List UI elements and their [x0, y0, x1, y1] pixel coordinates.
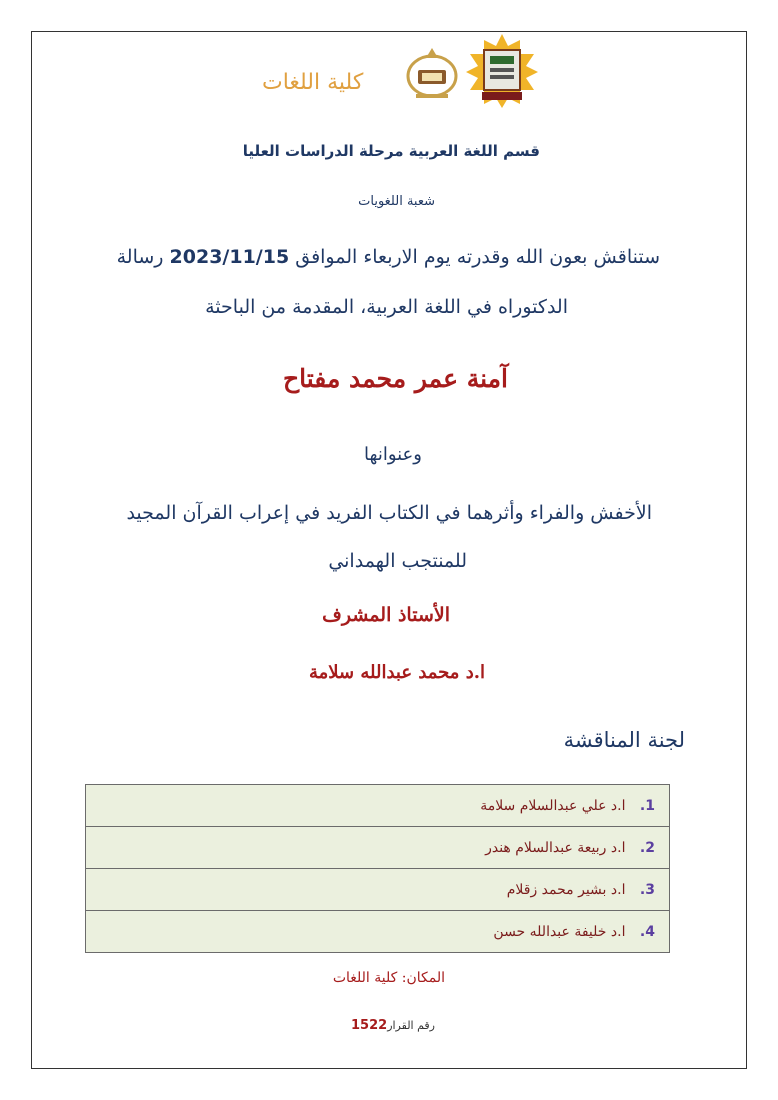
university-seal-logo — [462, 32, 542, 108]
decision-label: رقم القرار — [387, 1019, 435, 1032]
thesis-title-line-1: الأخفش والفراء وأثرهما في الكتاب الفريد في إعراب القرآن المجيد — [126, 502, 652, 524]
decision-value: 1522 — [351, 1018, 388, 1033]
college-emblem-logo — [404, 44, 460, 102]
candidate-name: آمنة عمر محمد مفتاح — [283, 364, 508, 393]
venue-label: المكان: كلية اللغات — [332, 970, 445, 986]
committee-member — [86, 785, 670, 827]
committee-title: لجنة المناقشة — [563, 728, 685, 752]
announcement-end: رسالة — [116, 246, 164, 268]
member-number: 4. — [639, 923, 655, 940]
table-row — [86, 911, 670, 953]
table-row — [86, 785, 670, 827]
titled-label: وعنوانها — [364, 444, 422, 465]
member-number: 2. — [639, 839, 655, 856]
member-number: 1. — [639, 797, 655, 814]
committee-member — [86, 911, 670, 953]
decision-number — [100, 1018, 435, 1033]
table-row — [86, 869, 670, 911]
announcement-line-2: الدكتوراه في اللغة العربية، المقدمة من الباحثة — [205, 296, 568, 318]
college-logo-text: كلية اللغات — [262, 70, 364, 95]
defense-date: 2023/11/15 — [169, 246, 290, 268]
member-name: ا.د بشير محمد زقلام — [506, 881, 626, 898]
table-row — [86, 827, 670, 869]
supervisor-label: الأستاذ المشرف — [322, 604, 450, 626]
department-heading: قسم اللغة العربية مرحلة الدراسات العليا — [242, 142, 540, 160]
member-name: ا.د ربيعة عبدالسلام هندر — [485, 839, 626, 856]
announcement-line-1 — [100, 246, 660, 268]
committee-table — [85, 784, 670, 953]
announcement-text: ستناقش بعون الله وقدرته يوم الاربعاء الموافق — [295, 246, 660, 268]
member-name: ا.د علي عبدالسلام سلامة — [480, 797, 626, 814]
member-number: 3. — [639, 881, 655, 898]
committee-member — [86, 827, 670, 869]
branch-label: شعبة اللغويات — [358, 194, 435, 209]
committee-member — [86, 869, 670, 911]
thesis-title-line-2: للمنتجب الهمداني — [328, 550, 467, 572]
member-name: ا.د خليفة عبدالله حسن — [493, 923, 626, 940]
supervisor-name: ا.د محمد عبدالله سلامة — [308, 662, 485, 683]
